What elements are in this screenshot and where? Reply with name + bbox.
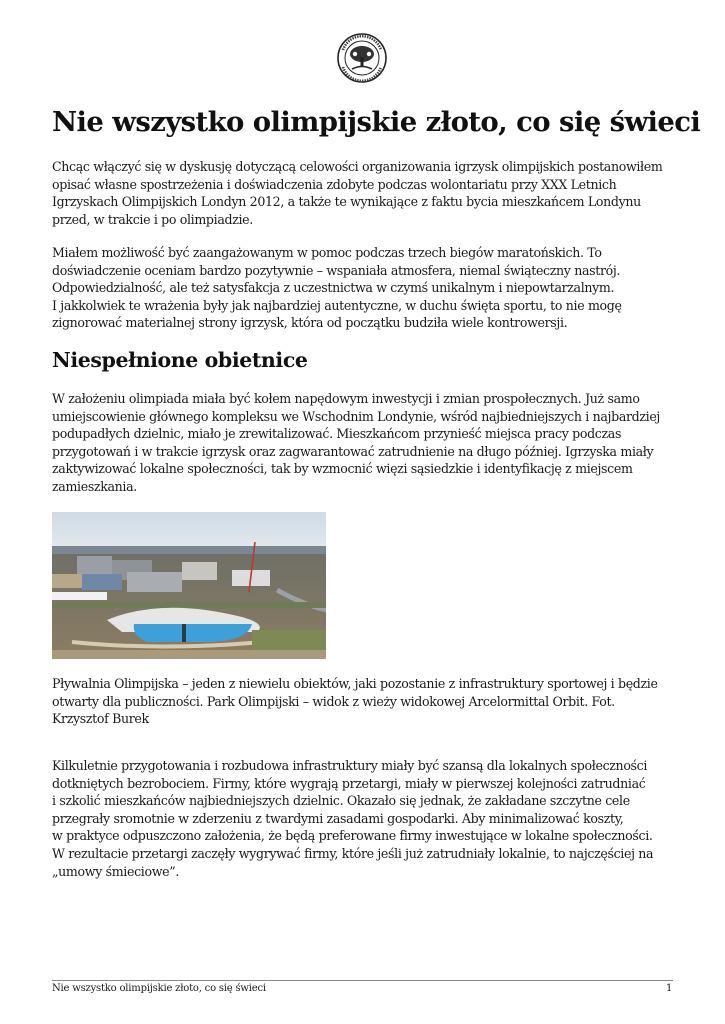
- text-line: przed, w trakcie i po olimpiadzie.: [52, 211, 253, 227]
- tenders-paragraph: [52, 757, 702, 880]
- text-line: zaktywizować lokalne społeczności, tak by wzmocnić więzi sąsiedzkie i identyfikację z miejscem: [52, 461, 633, 477]
- text-line: Pływalnia Olimpijska – jeden z niewielu obiektów, jaki pozostanie z infrastruktury sportowej i będzie: [52, 676, 658, 691]
- text-line: I jakkolwiek te wrażenia były jak najbardziej autentyczne, w duchu święta sportu, to nie mogę: [52, 297, 622, 313]
- text-line: Odpowiedzialność, ale też satysfakcja z uczestnictwa w czymś unikalnym i niepowtarzalnym.: [52, 280, 615, 296]
- text-line: i szkolić mieszkańców najbiedniejszych dzielnic. Okazało się jednak, że zakładane szczytne cele: [52, 793, 630, 809]
- text-line: W założeniu olimpiada miała być kołem napędowym inwestycji i zmian prospołecznych. Już samo: [52, 391, 640, 406]
- text-line: dotkniętych bezrobociem. Firmy, które wygrają przetargi, miały w pierwszej kolejności zatrudniać: [52, 775, 646, 791]
- text-line: przygotowań i w trakcie igrzysk oraz zagwarantować zatrudnienie na długo później. Igrzyska miały: [52, 443, 654, 459]
- photo-caption: [52, 675, 702, 728]
- text-line: „umowy śmieciowe”.: [52, 863, 179, 879]
- text-line: Krzysztof Burek: [52, 711, 149, 727]
- text-line: w praktyce odpuszczono założenia, że będą preferowane firmy inwestujące w lokalne społeczności.: [52, 828, 653, 844]
- text-line: doświadczenie oceniam bardzo pozytywnie – wspaniała atmosfera, niemal świąteczny nastrój.: [52, 262, 621, 278]
- page-number: 1: [666, 983, 673, 994]
- text-line: opisać własne spostrzeżenia i doświadczenia zdobyte podczas wolontariatu przy XXX Letnich: [52, 176, 617, 192]
- footer-title: Nie wszystko olimpijskie złoto, co się świeci: [52, 983, 266, 994]
- text-line: Kilkuletnie przygotowania i rozbudowa infrastruktury miały być szansą dla lokalnych społeczności: [52, 758, 648, 773]
- text-line: przegrały sromotnie w zderzeniu z twardymi zasadami gospodarki. Aby minimalizować koszty,: [52, 810, 624, 826]
- text-line: umiejscowienie głównego kompleksu we Wschodnim Londynie, wśród najbiedniejszych i najbardziej: [52, 408, 660, 424]
- text-line: W rezultacie przetargi zaczęły wygrywać firmy, które jeśli już zatrudniały lokalnie, to najczęściej na: [52, 845, 654, 861]
- footer-divider: [52, 980, 673, 981]
- promises-paragraph: [52, 390, 702, 496]
- document-title: Nie wszystko olimpijskie złoto, co się świeci: [52, 106, 701, 138]
- text-line: Chcąc włączyć się w dyskusję dotyczącą celowości organizowania igrzysk olimpijskich postanowiłem: [52, 159, 663, 174]
- text-line: podupadłych dzielnic, miało je zrewitalizować. Mieszkańcom przynieść miejsca pracy podczas: [52, 426, 622, 442]
- text-line: zamieszkania.: [52, 478, 137, 494]
- volunteering-paragraph: [52, 244, 702, 332]
- aquatics-centre-photo: [52, 512, 326, 659]
- text-line: zignorować materialnej strony igrzysk, która od początku budziła wiele kontrowersji.: [52, 315, 568, 331]
- society-logo-icon: [336, 32, 388, 84]
- intro-paragraph: [52, 158, 702, 228]
- section-heading: Niespełnione obietnice: [52, 348, 308, 372]
- text-line: Igrzyskach Olimpijskich Londyn 2012, a także te wynikające z faktu bycia mieszkańcem Londynu: [52, 194, 641, 210]
- text-line: otwarty dla publiczności. Park Olimpijski – widok z wieży widokowej Arcelormittal Orbit. Fot.: [52, 693, 615, 709]
- text-line: Miałem możliwość być zaangażowanym w pomoc podczas trzech biegów maratońskich. To: [52, 245, 602, 260]
